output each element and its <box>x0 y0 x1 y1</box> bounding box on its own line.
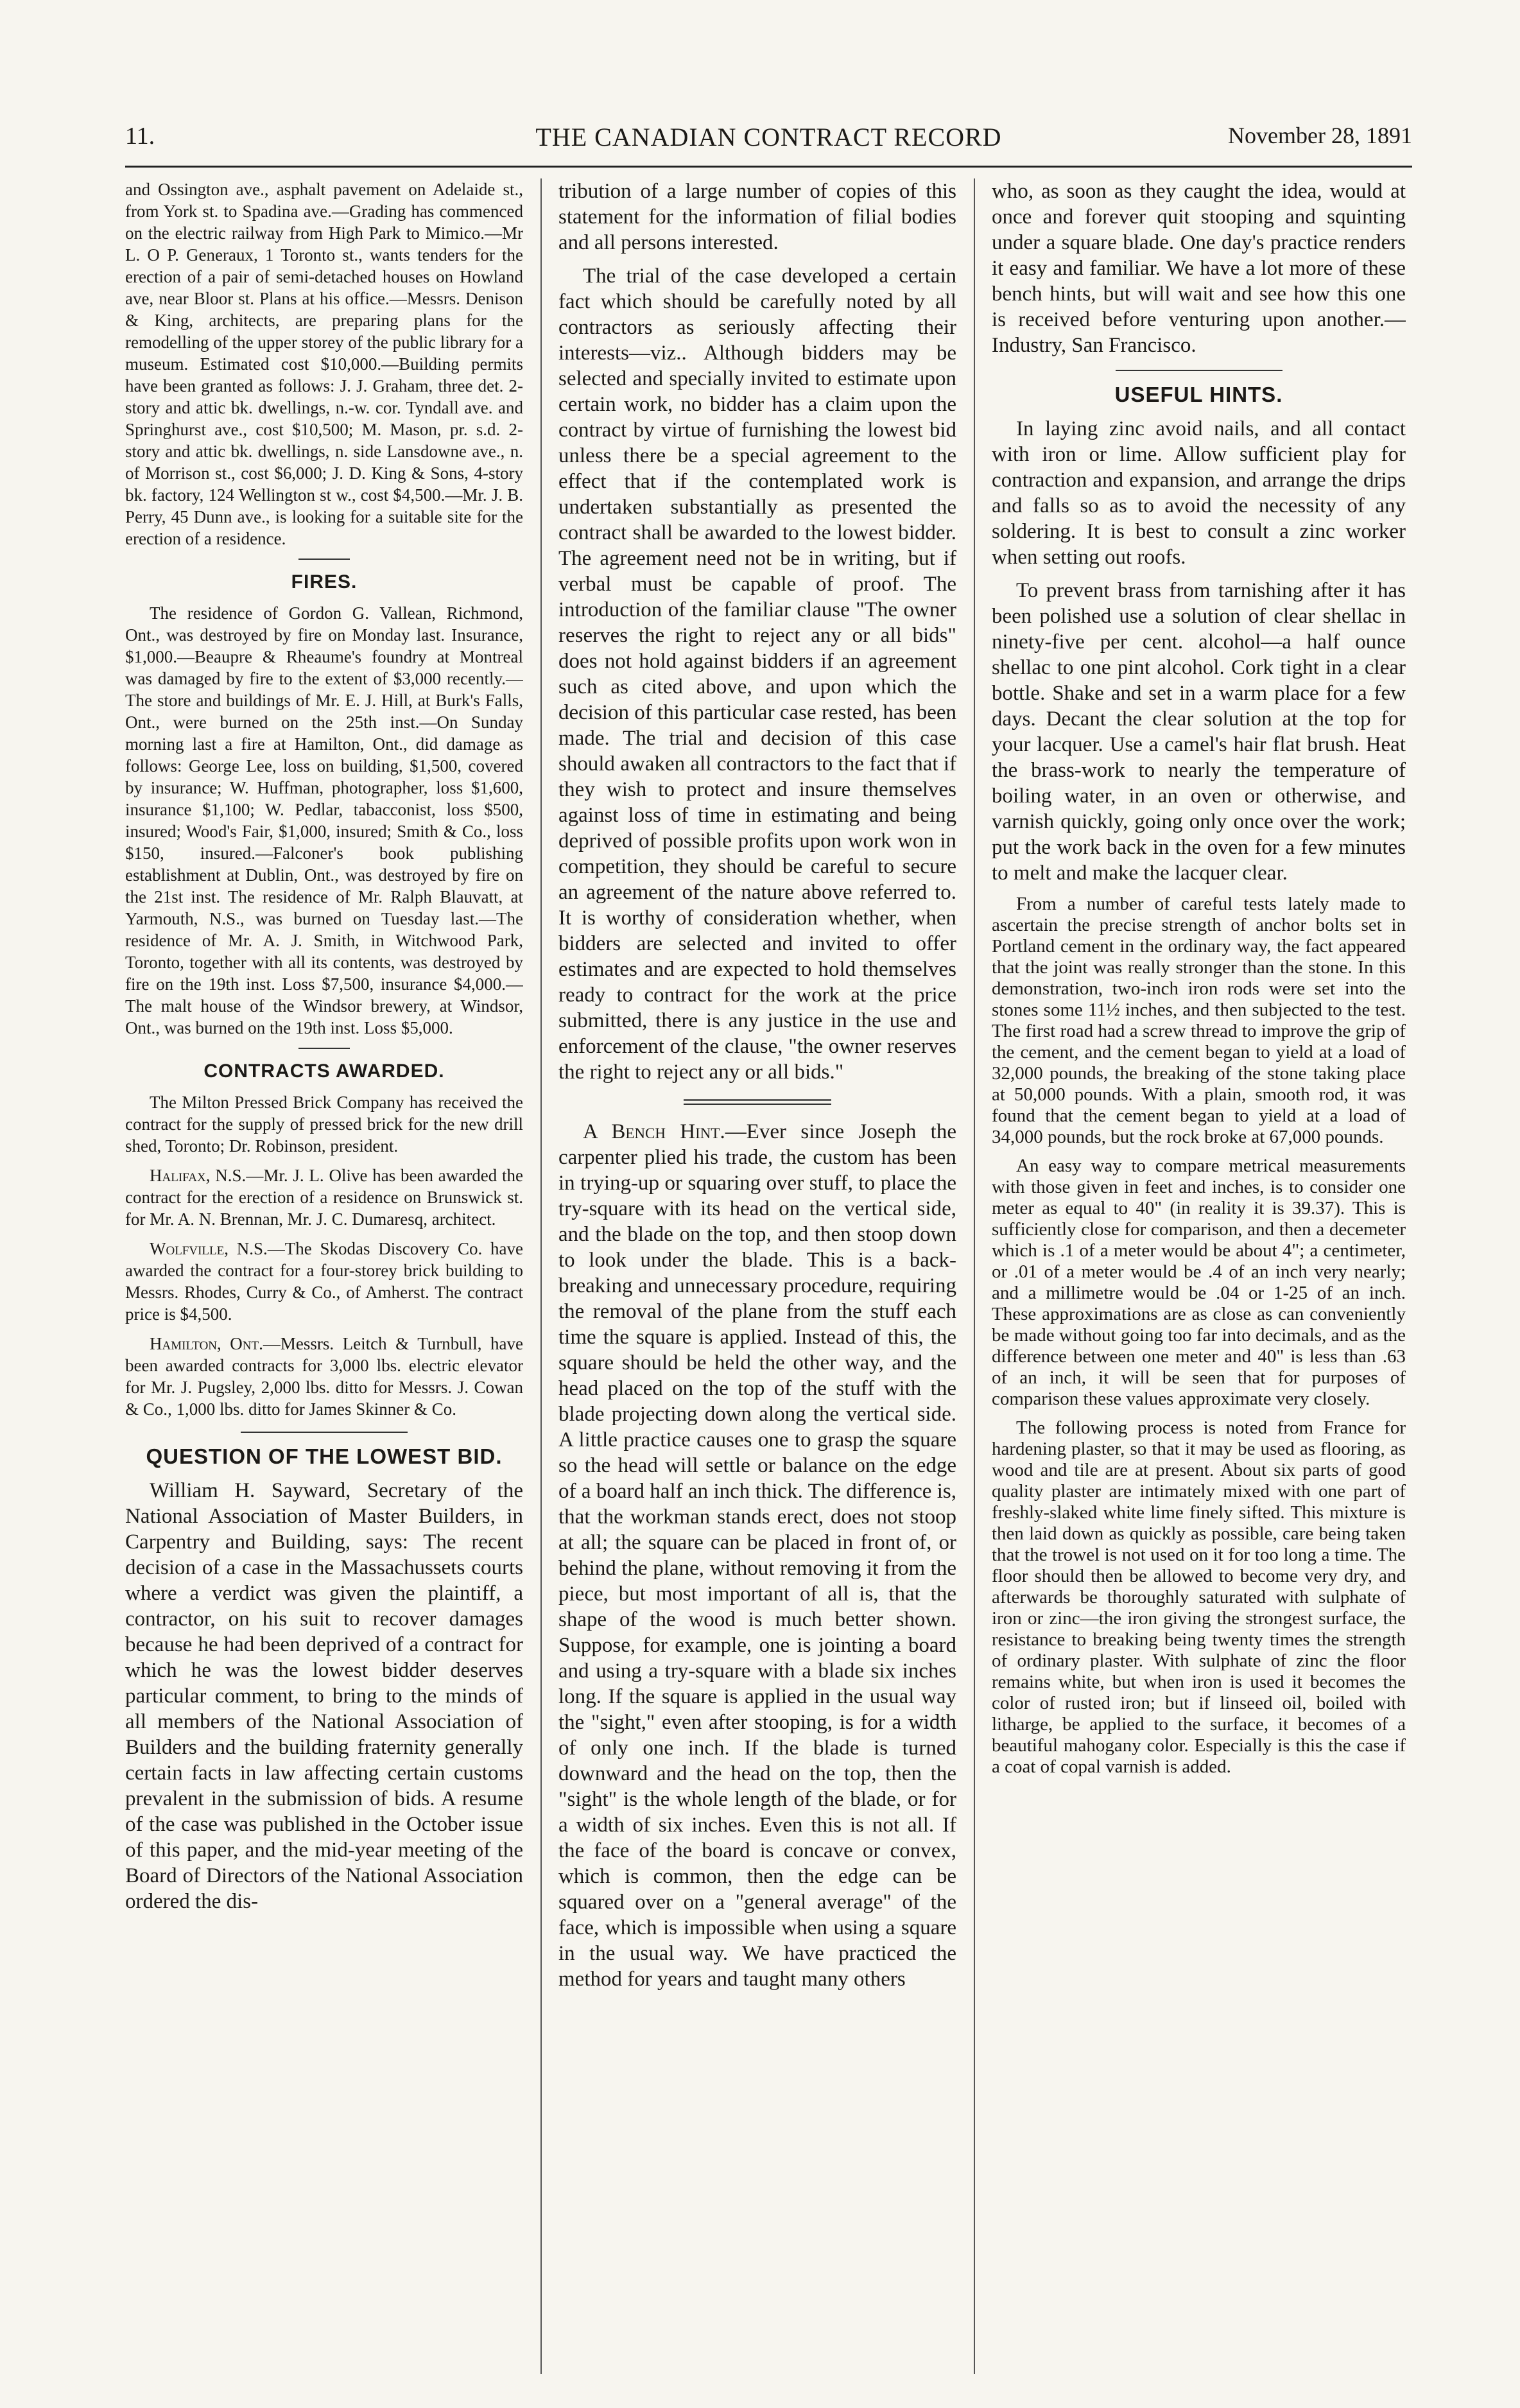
header-rule <box>125 166 1412 168</box>
lowest-bid-paragraph-2: The trial of the case developed a certain fact which should be carefully noted by all contractors as seriously affecting their interests—viz.. Although bidders may be selected and specially invited to estimate upon certain work, no bidder has a claim upon the contract by virtue of furnishing the lowest bid unless there be a special agreement to the effect that if the contemplated work is undertaken substantially as presented the contract shall be awarded to the lowest bidder. The agreement need not be in writing, but if verbal must be capable of proof. The introduction of the familiar clause "The owner reserves the right to reject any or all bids" does not hold against bidders if an agreement such as cited above, and upon which the decision of this particular case rested, has been made. The trial and decision of this case should awaken all contractors to the fact that if they wish to protect and insure themselves against loss of time in estimating and being deprived of possible profits upon work won in competition, they should be careful to secure an agreement of the nature above referred to. It is worthy of consideration whether, when bidders are selected and invited to offer estimates and are expected to hold themselves ready to contract for the work at the price submitted, there is any justice in the use and enforcement of the clause, "the owner reserves the right to reject any or all bids." <box>558 264 956 1084</box>
section-rule <box>298 559 350 560</box>
masthead-title: THE CANADIAN CONTRACT RECORD <box>535 123 1002 152</box>
column-1 <box>125 178 523 2361</box>
useful-hints-heading: USEFUL HINTS. <box>1114 383 1283 406</box>
contract-item: Halifax, N.S.—Mr. J. L. Olive has been awarded the contract for the erection of a residence on Brunswick st. for Mr. A. N. Brennan, Mr. J. C. Dumaresq, architect. <box>125 1166 523 1229</box>
fires-paragraph: The residence of Gordon G. Vallean, Richmond, Ont., was destroyed by fire on Monday last. Insurance, $1,000.—Beaupre & Rheaume's foundry at Montreal was damaged by fire to the extent of $3,000 recently.—The store and buildings of Mr. E. J. Hill, at Burk's Falls, Ont., were burned on the 25th inst.—On Sunday morning last a fire at Hamilton, Ont., did damage as follows: George Lee, loss on building, $1,500, covered by insurance; W. Huffman, photographer, loss $1,600, insurance $1,100; W. Pedlar, tabacconist, loss $500, insured; Wood's Fair, $1,000, insured; Smith & Co., loss $150, insured.—Falconer's book publishing establishment at Dublin, Ont., was destroyed by fire on the 21st inst. The residence of Mr. Ralph Blauvatt, at Yarmouth, N.S., was burned on Tuesday last.—The residence of Mr. A. J. Smith, in Witchwood Park, Toronto, together with all its contents, was destroyed by fire on the 19th inst. Loss $7,500, insurance $4,000.—The malt house of the Windsor brewery, at Windsor, Ont., was burned on the 19th inst. Loss $5,000. <box>125 603 523 1037</box>
column-2 <box>558 178 956 2361</box>
section-rule <box>241 1432 408 1433</box>
hint-zinc: In laying zinc avoid nails, and all contact with iron or lime. Allow sufficient play for contraction and expansion, and arrange the drips and falls so as to avoid the necessity of any soldering. It is best to consult a zinc worker when setting out roofs. <box>992 417 1406 569</box>
bench-hint-paragraph: A Bench Hint.—Ever since Joseph the carpenter plied his trade, the custom has been in trying-up or squaring over stuff, to place the try-square with its head on the vertical side, and the blade on the top, and then stoop down to look under the blade. This is a back-breaking and unnecessary procedure, requiring the removal of the plane from the stuff each time the square is applied. Instead of this, the square should be held the other way, and the head placed on the top of the stuff with the blade projecting down along the vertical side. A little practice causes one to grasp the square so the head will settle or balance on the edge of a board half an inch thick. The difference is, that the workman stands erect, does not stoop at all; the square can be placed in front of, or behind the plane, without removing it from the piece, but most important of all is, that the shape of the wood is much better shown. Suppose, for example, one is jointing a board and using a try-square with a blade six inches long. If the square is applied in the usual way the "sight," even after stooping, is for a width of only one inch. If the blade is turned downward and the head on the top, then the "sight" is the whole length of the blade, or for a width of six inches. Even this is not all. If the face of the board is concave or convex, which is common, then the edge can be squared over on a "general average" of the face, which is impossible when using a square in the usual way. We have practiced the method for years and taught many others <box>558 1120 956 1991</box>
contract-item: Wolfville, N.S.—The Skodas Discovery Co. have awarded the contract for a four-storey brick building to Messrs. Rhodes, Curry & Co., of Amherst. The contract price is $4,500. <box>125 1239 523 1324</box>
toronto-news-paragraph: and Ossington ave., asphalt pavement on Adelaide st., from York st. to Spadina ave.—Grading has commenced on the electric railway from High Park to Mimico.—Mr L. O P. Generaux, 1 Toronto st., wants tenders for the erection of a pair of semi-detached houses on Howland ave, near Bloor st. Plans at his office.—Messrs. Denison & King, architects, are preparing plans for the remodelling of the upper storey of the public library for a museum. Estimated cost $10,000.—Building permits have been granted as follows: J. J. Graham, three det. 2-story and attic bk. dwellings, n.-w. cor. Tyndall ave. and Springhurst ave., cost $10,500; M. Mason, pr. s.d. 2-story and attic bk. dwellings, n. side Lansdowne ave., n. of Morrison st., cost $6,000; J. D. King & Sons, 4-story bk. factory, 124 Wellington st w., cost $4,500.—Mr. J. B. Perry, 45 Dunn ave., is looking for a suitable site for the erection of a residence. <box>125 180 523 548</box>
bench-hint-continued: who, as soon as they caught the idea, would at once and forever quit stooping and squinting under a square blade. One day's practice renders it easy and familiar. We have a lot more of these bench hints, but will wait and see how this one is received before venturing upon another.—Industry, San Francisco. <box>992 180 1406 357</box>
section-rule <box>298 1048 350 1049</box>
page-header <box>125 122 1412 160</box>
hint-plaster: The following process is noted from France for hardening plaster, so that it may be used as flooring, as wood and tile are at present. About six parts of good quality plaster are intimately mixed with one part of freshly-slaked white lime finely sifted. This mixture is then laid down as quickly as possible, care being taken that the trowel is not used on it for too long a time. The floor should then be allowed to become very dry, and afterwards be thoroughly saturated with sulphate of iron or zinc—the iron giving the strongest surface, the resistance to breaking being twenty times the strength of ordinary plaster. With sulphate of zinc the floor remains white, but when iron is used it becomes the color of rusted iron; but if linseed oil, boiled with litharge, be applied to the surface, it becomes of a beautiful mahogany color. Especially is this the case if a coat of copal varnish is added. <box>992 1417 1406 1777</box>
lowest-bid-heading: QUESTION OF THE LOWEST BID. <box>146 1444 503 1468</box>
section-rule <box>1116 370 1282 371</box>
lowest-bid-continued: tribution of a large number of copies of this statement for the information of filial bodies and all persons interested. <box>558 180 956 254</box>
contract-item: Hamilton, Ont.—Messrs. Leitch & Turnbull, have been awarded contracts for 3,000 lbs. electric elevator for Mr. J. Pugsley, 2,000 lbs. ditto for Messrs. J. Cowan & Co., 1,000 lbs. ditto for James Skinner & Co. <box>125 1334 523 1419</box>
contract-item: The Milton Pressed Brick Company has received the contract for the supply of pressed brick for the new drill shed, Toronto; Dr. Robinson, president. <box>125 1093 523 1156</box>
hint-anchor-bolts: From a number of careful tests lately made to ascertain the precise strength of anchor bolts set in Portland cement in the ordinary way, the fact appeared that the joint was really stronger than the stone. In this demonstration, two-inch iron rods were set into the stones some 11½ inches, and then subjected to the test. The first road had a screw thread to improve the grip of the cement, and the cement began to yield at a load of 32,000 pounds, the breaking of the stone taking place at 50,000 pounds. With a plain, smooth rod, it was found that the cement began to yield at a load of 34,000 pounds, but the rock broke at 67,000 pounds. <box>992 894 1406 1147</box>
issue-date: November 28, 1891 <box>1228 123 1412 148</box>
column-divider <box>540 178 542 2374</box>
contracts-heading: CONTRACTS AWARDED. <box>203 1061 445 1082</box>
fires-heading: FIRES. <box>291 571 358 593</box>
hint-metric: An easy way to compare metrical measurements with those given in feet and inches, is to consider one meter as equal to 40" (in reality it is 39.37). This is sufficiently close for comparison, and then a decemeter which is .1 of a meter would be about 4"; a centimeter, or .01 of a meter would be .4 of an inch very nearly; and a millimetre would be .04 or 1-25 of an inch. These approximations are as close as can conveniently be made without going too far into decimals, and as the difference between one meter and 40" is less than .63 of an inch, it will be seen that for purposes of comparison these values approximate very closely. <box>992 1156 1406 1409</box>
article-separator <box>684 1099 831 1105</box>
page-number: 11. <box>125 123 155 150</box>
hint-brass: To prevent brass from tarnishing after it has been polished use a solution of clear shellac in ninety-five per cent. alcohol—a half ounce shellac to one pint alcohol. Cork tight in a clear bottle. Shake and set in a warm place for a few days. Decant the clear solution at the top for your lacquer. Use a camel's hair flat brush. Heat the brass-work to nearly the temperature of boiling water, in an oven or otherwise, and varnish quickly, going only once over the work; put the work back in the oven for a few minutes to melt and make the lacquer clear. <box>992 579 1406 885</box>
column-divider <box>974 178 975 2374</box>
lowest-bid-paragraph: William H. Sayward, Secretary of the National Association of Master Builders, in Carpentry and Building, says: The recent decision of a case in the Massachussets courts where a verdict was given the plaintiff, a contractor, on his suit to recover damages because he had been deprived of a contract for which he was the lowest bidder deserves particular comment, to bring to the minds of all members of the National Association of Builders and the building fraternity generally certain facts in law affecting certain customs prevalent in the submission of bids. A resume of the case was published in the October issue of this paper, and the mid-year meeting of the Board of Directors of the National Association ordered the dis- <box>125 1479 523 1913</box>
column-3 <box>992 178 1406 2361</box>
